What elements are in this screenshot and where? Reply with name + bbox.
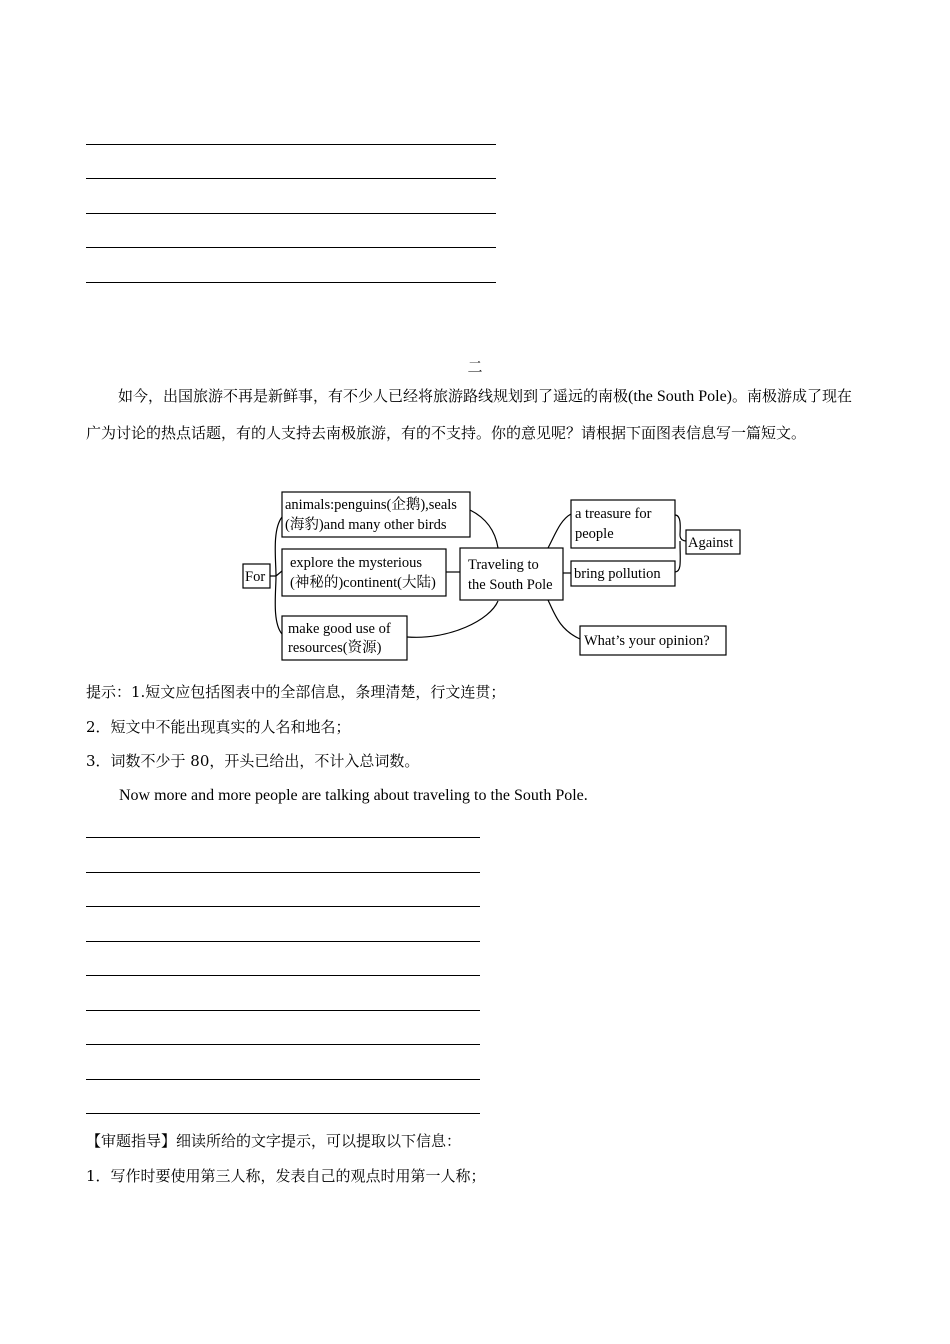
answer-line — [86, 1079, 480, 1080]
guide-point-1: 1．写作时要使用第三人称，发表自己的观点时用第一人称； — [86, 1167, 486, 1185]
center-line-1: Traveling to — [468, 557, 539, 573]
answer-line — [86, 906, 480, 907]
tip-2: 2．短文中不能出现真实的人名和地名； — [86, 718, 351, 736]
answer-line — [86, 1113, 480, 1114]
answer-line — [86, 941, 480, 942]
for-item-1-line-1: animals:penguins(企鹅),seals — [285, 497, 457, 513]
center-line-2: the South Pole — [468, 577, 553, 593]
answer-line — [86, 975, 480, 976]
against-item-1-line-2: people — [575, 526, 614, 542]
section-number: 二 — [467, 358, 483, 376]
answer-line — [86, 837, 480, 838]
for-item-2-line-1: explore the mysterious — [290, 555, 423, 571]
intro-text-2: 。南极游成了现在广为讨论的热点话题，有的人支持去南极旅游，有的不支持。你的意见呢？请根据下面图表信息写一篇短文。 — [86, 387, 853, 442]
for-label: For — [245, 569, 266, 585]
answer-line — [86, 872, 480, 873]
against-item-2-line-1: bring pollution — [574, 566, 661, 582]
answer-line — [86, 1010, 480, 1011]
for-item-3-line-1: make good use of — [288, 621, 391, 637]
opinion-label: What’s your opinion? — [584, 633, 710, 649]
answer-line — [86, 1044, 480, 1045]
against-item-1-line-1: a treasure for — [575, 506, 652, 522]
tip-3: 3．词数不少于 80，开头已给出，不计入总词数。 — [86, 752, 420, 770]
for-item-3-line-2: resources(资源) — [288, 640, 382, 656]
for-item-2-line-2: (神秘的)continent(大陆) — [290, 575, 436, 591]
guide-title: 【审题指导】细读所给的文字提示，可以提取以下信息： — [86, 1132, 462, 1150]
intro-text-1: 如今，出国旅游不再是新鲜事，有不少人已经将旅游路线规划到了遥远的南极 — [118, 387, 629, 405]
intro-text-en: (the South Pole) — [628, 388, 733, 405]
against-label: Against — [688, 535, 734, 551]
opening-sentence: Now more and more people are talking about traveling to the South Pole. — [119, 787, 588, 804]
tip-1: 提示：1.短文应包括图表中的全部信息，条理清楚，行文连贯； — [86, 683, 506, 701]
for-item-1-line-2: (海豹)and many other birds — [285, 517, 447, 533]
